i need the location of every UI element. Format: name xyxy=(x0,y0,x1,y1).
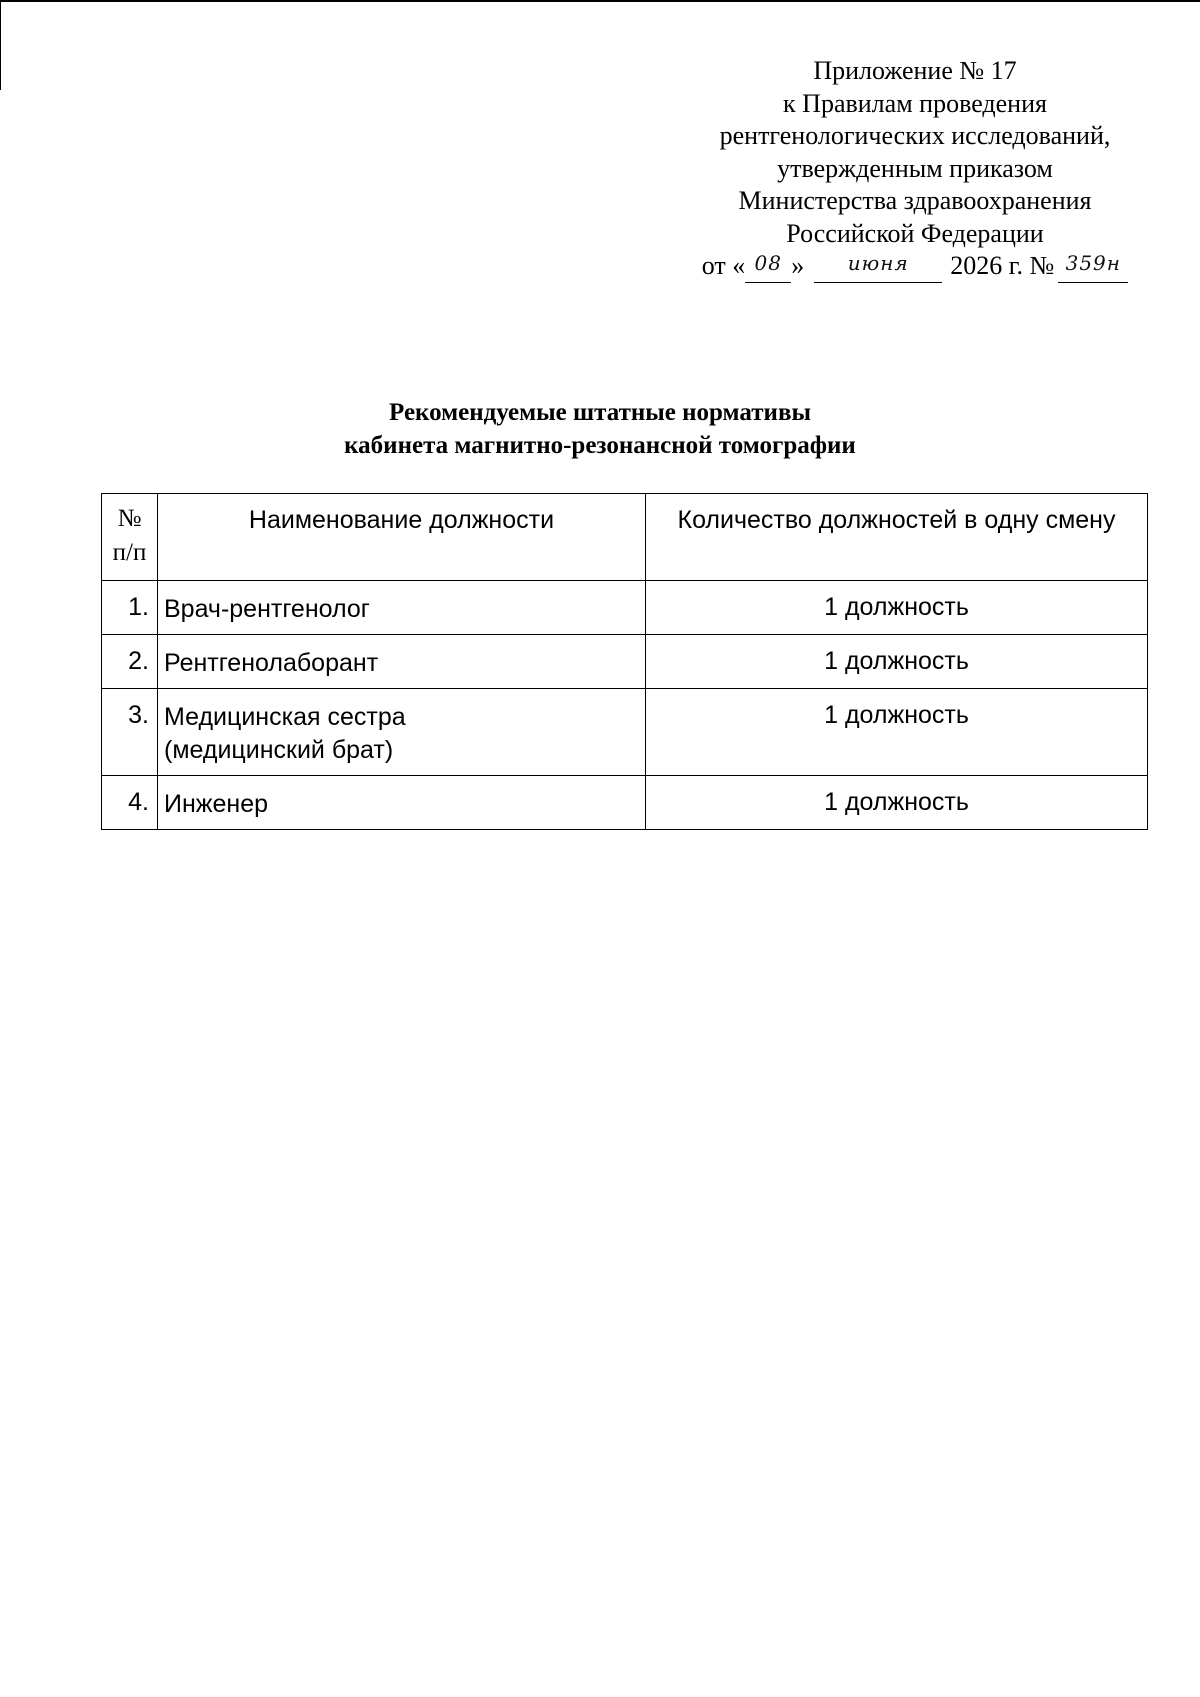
appendix-line: к Правилам проведения xyxy=(783,88,1047,118)
row-count: 1 должность xyxy=(646,581,1148,635)
table-header-row xyxy=(102,494,1148,581)
row-num: 3. xyxy=(102,689,158,776)
appendix-number: Приложение № 17 xyxy=(813,56,1017,85)
order-number-handwritten: 359н xyxy=(1065,251,1121,275)
order-month-handwritten: июня xyxy=(847,251,909,275)
row-position-line: (медицинский брат) xyxy=(164,736,394,764)
row-position-line: Медицинская сестра xyxy=(164,703,406,731)
order-year: 2026 г. № xyxy=(950,251,1055,280)
row-position: Рентгенолаборант xyxy=(158,635,646,689)
row-num: 4. xyxy=(102,776,158,830)
order-number-field xyxy=(1058,251,1128,283)
row-position: Инженер xyxy=(158,776,646,830)
page-edge xyxy=(0,0,1200,2)
row-num: 1. xyxy=(102,581,158,635)
appendix-line: утвержденным приказом xyxy=(777,153,1053,183)
document-title xyxy=(0,396,1200,462)
row-count: 1 должность xyxy=(646,776,1148,830)
table-row xyxy=(102,581,1148,635)
order-quote-close: » xyxy=(791,251,805,280)
title-line: Рекомендуемые штатные нормативы xyxy=(389,399,811,426)
appendix-line: Российской Федерации xyxy=(786,218,1044,248)
row-count: 1 должность xyxy=(646,635,1148,689)
appendix-header xyxy=(680,55,1150,283)
row-position xyxy=(158,689,646,776)
table-row xyxy=(102,776,1148,830)
header-num-sign: № xyxy=(117,505,142,532)
appendix-line: рентгенологических исследований, xyxy=(719,121,1111,150)
order-prefix: от « xyxy=(701,251,746,280)
header-position: Наименование должности xyxy=(158,494,646,581)
page-edge-left xyxy=(0,0,1,90)
order-reference xyxy=(680,250,1150,283)
title-line: кабинета магнитно-резонансной томографии xyxy=(344,432,856,459)
order-day-field xyxy=(745,251,791,283)
row-position: Врач-рентгенолог xyxy=(158,581,646,635)
header-count: Количество должностей в одну смену xyxy=(646,494,1148,581)
header-num xyxy=(102,494,158,581)
header-num-label: п/п xyxy=(112,539,147,566)
order-day-handwritten: 08 xyxy=(754,251,782,275)
row-num: 2. xyxy=(102,635,158,689)
table-row xyxy=(102,689,1148,776)
table-row xyxy=(102,635,1148,689)
appendix-line: Министерства здравоохранения xyxy=(738,186,1092,215)
row-count: 1 должность xyxy=(646,689,1148,776)
order-month-field xyxy=(814,251,942,283)
staff-table xyxy=(101,493,1148,830)
